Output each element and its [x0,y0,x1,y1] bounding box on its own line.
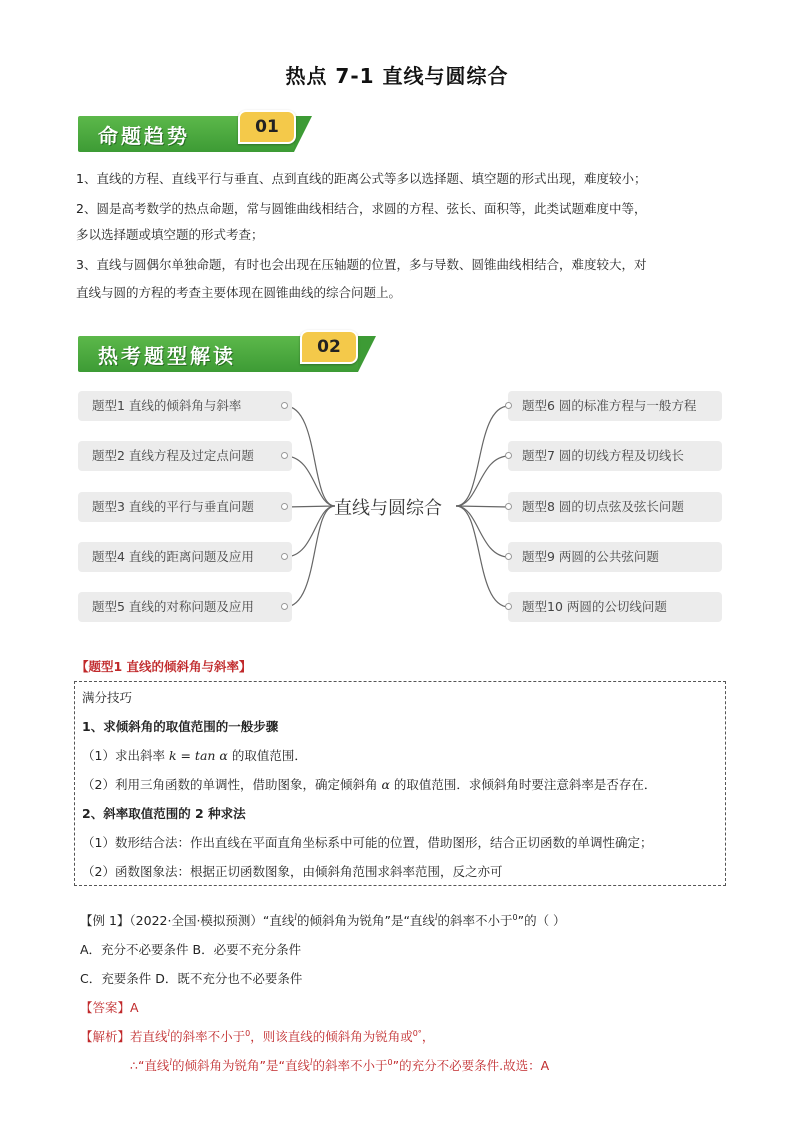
connector-left-4 [285,506,335,557]
connector-right-4 [456,506,509,557]
tips-line-4: 2、斜率取值范围的 2 种求法 [82,806,246,821]
connector-dot [505,503,512,510]
conclusion-line [130,1056,549,1074]
analysis-text: 若直线 [130,1029,168,1044]
mindmap-node-type4: 题型4 直线的距离问题及应用 [78,542,292,572]
connector-right-1 [456,406,509,506]
mindmap-node-type5: 题型5 直线的对称问题及应用 [78,592,292,622]
connector-dot [505,452,512,459]
analysis-text: ，则该直线的倾斜角为锐角或 [250,1029,413,1044]
banner-number-badge: 01 [238,110,296,144]
slope-formula: k = tan α [168,748,228,763]
tips-line-3-text-end: 的取值范围．求倾斜角时要注意斜率是否存在． [389,777,657,792]
type1-heading: 【题型1 直线的倾斜角与斜率】 [76,659,252,674]
var-l: l [309,1057,313,1067]
trend-paragraph-3-cont: 直线与圆的方程的考查主要体现在圆锥曲线的综合问题上。 [76,285,402,300]
tips-line-2 [82,746,307,764]
connector-left-1 [285,406,335,506]
tips-title: 满分技巧 [82,690,133,705]
conclusion-text: ∴“直线 [130,1058,170,1073]
connector-dot [505,553,512,560]
answer-line: 【答案】A [80,1000,139,1015]
connector-left-5 [285,506,335,607]
zero-degree: 0° [412,1028,422,1038]
banner-title: 热考题型解读 [98,344,236,368]
trend-paragraph-2: 2、圆是高考数学的热点命题，常与圆锥曲线相结合，求圆的方程、弦长、面积等，此类试题难度中等， [76,201,647,216]
var-l: l [434,912,438,922]
conclusion-text: ”的充分不必要条件.故选：A [392,1058,550,1073]
tips-line-3-text: （2）利用三角函数的单调性，借助图象，确定倾斜角 [82,777,382,792]
connector-dot [281,452,288,459]
var-l: l [169,1057,172,1067]
connector-dot [281,553,288,560]
question-text: 的倾斜角为锐角”是“直线 [296,913,435,928]
connector-dot [281,402,288,409]
mindmap-node-type3: 题型3 直线的平行与垂直问题 [78,492,292,522]
mindmap-node-type9: 题型9 两圆的公共弦问题 [508,542,722,572]
tips-line-6: （2）函数图象法：根据正切函数图象，由倾斜角范围求斜率范围，反之亦可 [82,864,503,879]
trend-paragraph-3: 3、直线与圆偶尔单独命题，有时也会出现在压轴题的位置，多与导数、圆锥曲线相结合，难度较大，对 [76,257,647,272]
alpha-symbol: α [381,777,390,792]
options-a-b: A．充分不必要条件 B．必要不充分条件 [80,942,302,957]
tips-line-2-text-end: 的取值范围． [227,748,307,763]
banner-number-badge: 02 [300,330,358,364]
analysis-text: 的斜率不小于 [170,1029,246,1044]
document-title: 热点 7-1 直线与圆综合 [285,64,509,88]
mindmap-node-type6: 题型6 圆的标准方程与一般方程 [508,391,722,421]
tips-line-1: 1、求倾斜角的取值范围的一般步骤 [82,719,279,734]
mindmap-node-type10: 题型10 两圆的公切线问题 [508,592,722,622]
number-zero: 0 [387,1057,393,1067]
analysis-text: ， [421,1029,435,1044]
mindmap-center-topic: 直线与圆综合 [334,498,442,519]
question-text: 【例 1】（2022·全国·模拟预测）“直线 [80,913,295,928]
options-c-d: C．充要条件 D．既不充分也不必要条件 [80,971,303,986]
connector-left-2 [285,456,335,506]
trend-paragraph-2-cont: 多以选择题或填空题的形式考查； [76,227,264,242]
conclusion-text: 的斜率不小于 [312,1058,388,1073]
analysis-label: 【解析】 [80,1029,131,1044]
tips-line-3 [82,775,656,793]
var-l: l [294,912,297,922]
var-l: l [167,1028,171,1038]
connector-left-3 [285,506,335,507]
tips-line-2-text: （1）求出斜率 [82,748,169,763]
number-zero: 0 [512,912,518,922]
banner-title: 命题趋势 [98,124,190,148]
connector-right-5 [456,506,509,607]
connector-dot [281,503,288,510]
analysis-line [80,1027,434,1045]
connector-dot [281,603,288,610]
example-question [80,911,566,929]
connector-right-3 [456,506,509,507]
connector-right-2 [456,456,509,506]
conclusion-text: 的倾斜角为锐角”是“直线 [172,1058,310,1073]
question-text: 的斜率不小于 [437,913,513,928]
mindmap-node-type2: 题型2 直线方程及过定点问题 [78,441,292,471]
trend-paragraph-1: 1、直线的方程、直线平行与垂直、点到直线的距离公式等多以选择题、填空题的形式出现，难度较小； [76,171,647,186]
connector-dot [505,402,512,409]
connector-dot [505,603,512,610]
question-text: ”的（ ） [517,913,566,928]
mindmap-node-type8: 题型8 圆的切点弦及弦长问题 [508,492,722,522]
tips-line-5: （1）数形结合法：作出直线在平面直角坐标系中可能的位置，借助图形，结合正切函数的单调性确定； [82,835,653,850]
number-zero: 0 [245,1028,251,1038]
mindmap-node-type1: 题型1 直线的倾斜角与斜率 [78,391,292,421]
mindmap-node-type7: 题型7 圆的切线方程及切线长 [508,441,722,471]
